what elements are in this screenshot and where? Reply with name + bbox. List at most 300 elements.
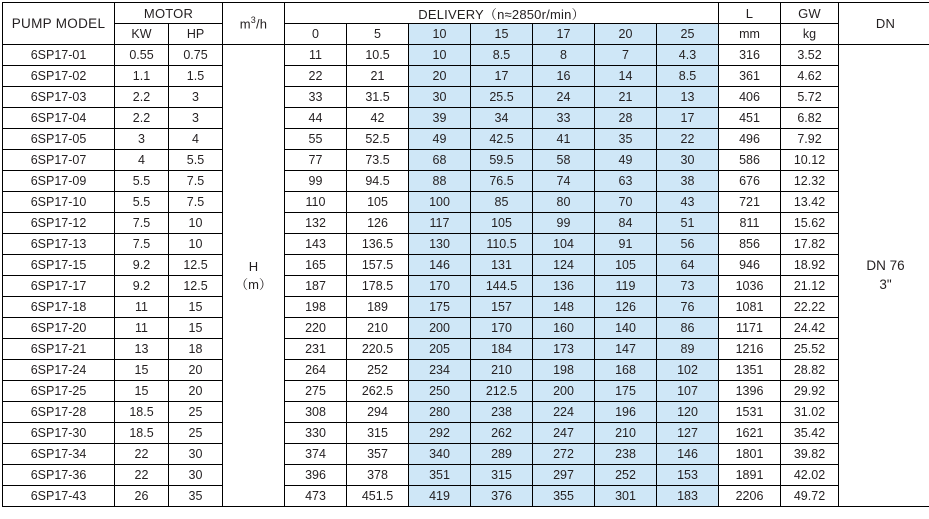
delivery-cell-17: 136 bbox=[533, 276, 595, 297]
delivery-cell-5: 157.5 bbox=[347, 255, 409, 276]
gross-weight-cell: 10.12 bbox=[781, 150, 839, 171]
delivery-cell-5: 126 bbox=[347, 213, 409, 234]
gross-weight-cell: 42.02 bbox=[781, 465, 839, 486]
gross-weight-cell: 13.42 bbox=[781, 192, 839, 213]
header-row-1 bbox=[3, 3, 929, 24]
delivery-cell-25: 153 bbox=[657, 465, 719, 486]
header-delivery-25: 25 bbox=[657, 24, 719, 45]
delivery-cell-20: 126 bbox=[595, 297, 657, 318]
delivery-cell-15: 157 bbox=[471, 297, 533, 318]
delivery-cell-17: 224 bbox=[533, 402, 595, 423]
table-row bbox=[3, 129, 929, 150]
pump-model-cell: 6SP17-36 bbox=[3, 465, 115, 486]
motor-kw-cell: 5.5 bbox=[115, 192, 169, 213]
length-cell: 1801 bbox=[719, 444, 781, 465]
header-hp: HP bbox=[169, 24, 223, 45]
delivery-cell-25: 86 bbox=[657, 318, 719, 339]
gross-weight-cell: 29.92 bbox=[781, 381, 839, 402]
pump-model-cell: 6SP17-02 bbox=[3, 66, 115, 87]
delivery-cell-25: 17 bbox=[657, 108, 719, 129]
gross-weight-cell: 15.62 bbox=[781, 213, 839, 234]
table-row bbox=[3, 423, 929, 444]
delivery-cell-17: 58 bbox=[533, 150, 595, 171]
motor-kw-cell: 11 bbox=[115, 297, 169, 318]
motor-kw-cell: 7.5 bbox=[115, 234, 169, 255]
length-cell: 1036 bbox=[719, 276, 781, 297]
pump-model-cell: 6SP17-03 bbox=[3, 87, 115, 108]
motor-hp-cell: 3 bbox=[169, 87, 223, 108]
pump-model-cell: 6SP17-01 bbox=[3, 45, 115, 66]
delivery-cell-10: 130 bbox=[409, 234, 471, 255]
length-cell: 316 bbox=[719, 45, 781, 66]
table-row bbox=[3, 192, 929, 213]
length-cell: 1171 bbox=[719, 318, 781, 339]
table-header bbox=[3, 3, 929, 45]
motor-kw-cell: 18.5 bbox=[115, 402, 169, 423]
gross-weight-cell: 3.52 bbox=[781, 45, 839, 66]
delivery-cell-5: 378 bbox=[347, 465, 409, 486]
delivery-cell-20: 119 bbox=[595, 276, 657, 297]
delivery-cell-20: 28 bbox=[595, 108, 657, 129]
pump-model-cell: 6SP17-09 bbox=[3, 171, 115, 192]
motor-kw-cell: 15 bbox=[115, 360, 169, 381]
delivery-cell-5: 210 bbox=[347, 318, 409, 339]
delivery-cell-10: 280 bbox=[409, 402, 471, 423]
motor-hp-cell: 5.5 bbox=[169, 150, 223, 171]
delivery-cell-25: 64 bbox=[657, 255, 719, 276]
table-row bbox=[3, 87, 929, 108]
pump-specification-table bbox=[2, 2, 929, 507]
table-row bbox=[3, 45, 929, 66]
delivery-cell-0: 220 bbox=[285, 318, 347, 339]
delivery-cell-20: 70 bbox=[595, 192, 657, 213]
gross-weight-cell: 31.02 bbox=[781, 402, 839, 423]
pump-model-cell: 6SP17-25 bbox=[3, 381, 115, 402]
pump-model-cell: 6SP17-04 bbox=[3, 108, 115, 129]
delivery-cell-0: 11 bbox=[285, 45, 347, 66]
motor-hp-cell: 12.5 bbox=[169, 276, 223, 297]
delivery-cell-0: 99 bbox=[285, 171, 347, 192]
delivery-cell-25: 4.3 bbox=[657, 45, 719, 66]
delivery-cell-20: 91 bbox=[595, 234, 657, 255]
pump-model-cell: 6SP17-05 bbox=[3, 129, 115, 150]
dn-inches: 3" bbox=[879, 276, 892, 292]
delivery-cell-5: 252 bbox=[347, 360, 409, 381]
motor-kw-cell: 7.5 bbox=[115, 213, 169, 234]
delivery-cell-25: 183 bbox=[657, 486, 719, 507]
table-row bbox=[3, 171, 929, 192]
delivery-cell-10: 351 bbox=[409, 465, 471, 486]
pump-model-cell: 6SP17-43 bbox=[3, 486, 115, 507]
delivery-cell-17: 355 bbox=[533, 486, 595, 507]
table-row bbox=[3, 108, 929, 129]
delivery-cell-17: 104 bbox=[533, 234, 595, 255]
gross-weight-cell: 28.82 bbox=[781, 360, 839, 381]
table-row bbox=[3, 213, 929, 234]
gross-weight-cell: 4.62 bbox=[781, 66, 839, 87]
gross-weight-cell: 49.72 bbox=[781, 486, 839, 507]
delivery-cell-5: 315 bbox=[347, 423, 409, 444]
delivery-cell-20: 105 bbox=[595, 255, 657, 276]
delivery-cell-15: 210 bbox=[471, 360, 533, 381]
motor-hp-cell: 15 bbox=[169, 318, 223, 339]
gross-weight-cell: 12.32 bbox=[781, 171, 839, 192]
delivery-cell-0: 110 bbox=[285, 192, 347, 213]
delivery-cell-20: 35 bbox=[595, 129, 657, 150]
delivery-cell-15: 76.5 bbox=[471, 171, 533, 192]
table-row bbox=[3, 297, 929, 318]
delivery-cell-0: 22 bbox=[285, 66, 347, 87]
delivery-cell-10: 205 bbox=[409, 339, 471, 360]
delivery-cell-15: 59.5 bbox=[471, 150, 533, 171]
length-cell: 811 bbox=[719, 213, 781, 234]
delivery-cell-15: 144.5 bbox=[471, 276, 533, 297]
delivery-cell-10: 200 bbox=[409, 318, 471, 339]
delivery-cell-10: 117 bbox=[409, 213, 471, 234]
delivery-cell-15: 85 bbox=[471, 192, 533, 213]
length-cell: 721 bbox=[719, 192, 781, 213]
table-row bbox=[3, 234, 929, 255]
delivery-cell-10: 39 bbox=[409, 108, 471, 129]
delivery-cell-20: 168 bbox=[595, 360, 657, 381]
delivery-cell-17: 200 bbox=[533, 381, 595, 402]
delivery-cell-15: 376 bbox=[471, 486, 533, 507]
delivery-cell-0: 33 bbox=[285, 87, 347, 108]
delivery-cell-5: 262.5 bbox=[347, 381, 409, 402]
delivery-cell-15: 238 bbox=[471, 402, 533, 423]
delivery-cell-25: 89 bbox=[657, 339, 719, 360]
length-cell: 1216 bbox=[719, 339, 781, 360]
header-delivery-0: 0 bbox=[285, 24, 347, 45]
delivery-cell-0: 264 bbox=[285, 360, 347, 381]
delivery-cell-15: 42.5 bbox=[471, 129, 533, 150]
delivery-cell-0: 77 bbox=[285, 150, 347, 171]
delivery-cell-0: 187 bbox=[285, 276, 347, 297]
motor-kw-cell: 0.55 bbox=[115, 45, 169, 66]
table-body bbox=[3, 45, 929, 507]
delivery-cell-25: 13 bbox=[657, 87, 719, 108]
pump-model-cell: 6SP17-28 bbox=[3, 402, 115, 423]
length-cell: 1351 bbox=[719, 360, 781, 381]
delivery-cell-5: 42 bbox=[347, 108, 409, 129]
length-cell: 406 bbox=[719, 87, 781, 108]
delivery-cell-5: 31.5 bbox=[347, 87, 409, 108]
gross-weight-cell: 21.12 bbox=[781, 276, 839, 297]
gross-weight-cell: 39.82 bbox=[781, 444, 839, 465]
motor-hp-cell: 7.5 bbox=[169, 192, 223, 213]
delivery-cell-10: 30 bbox=[409, 87, 471, 108]
header-kw: KW bbox=[115, 24, 169, 45]
motor-hp-cell: 25 bbox=[169, 402, 223, 423]
delivery-cell-5: 189 bbox=[347, 297, 409, 318]
delivery-cell-17: 160 bbox=[533, 318, 595, 339]
delivery-cell-25: 102 bbox=[657, 360, 719, 381]
delivery-cell-10: 340 bbox=[409, 444, 471, 465]
delivery-cell-10: 10 bbox=[409, 45, 471, 66]
delivery-cell-5: 10.5 bbox=[347, 45, 409, 66]
motor-hp-cell: 4 bbox=[169, 129, 223, 150]
delivery-cell-15: 289 bbox=[471, 444, 533, 465]
header-flow-unit: $m^3/h$ bbox=[223, 3, 285, 45]
delivery-cell-25: 22 bbox=[657, 129, 719, 150]
motor-hp-cell: 18 bbox=[169, 339, 223, 360]
header-gross-weight: GW bbox=[781, 3, 839, 24]
delivery-cell-15: 8.5 bbox=[471, 45, 533, 66]
motor-hp-cell: 30 bbox=[169, 465, 223, 486]
delivery-cell-17: 80 bbox=[533, 192, 595, 213]
motor-kw-cell: 3 bbox=[115, 129, 169, 150]
delivery-cell-0: 330 bbox=[285, 423, 347, 444]
motor-hp-cell: 20 bbox=[169, 381, 223, 402]
delivery-cell-10: 49 bbox=[409, 129, 471, 150]
gross-weight-cell: 17.82 bbox=[781, 234, 839, 255]
header-pump-model: PUMP MODEL bbox=[3, 3, 115, 45]
delivery-cell-5: 357 bbox=[347, 444, 409, 465]
motor-kw-cell: 2.2 bbox=[115, 108, 169, 129]
motor-kw-cell: 5.5 bbox=[115, 171, 169, 192]
delivery-cell-20: 175 bbox=[595, 381, 657, 402]
delivery-cell-20: 210 bbox=[595, 423, 657, 444]
delivery-cell-10: 100 bbox=[409, 192, 471, 213]
delivery-cell-0: 44 bbox=[285, 108, 347, 129]
delivery-cell-5: 21 bbox=[347, 66, 409, 87]
delivery-cell-10: 250 bbox=[409, 381, 471, 402]
header-delivery-15: 15 bbox=[471, 24, 533, 45]
motor-kw-cell: 22 bbox=[115, 465, 169, 486]
delivery-cell-5: 94.5 bbox=[347, 171, 409, 192]
delivery-cell-0: 275 bbox=[285, 381, 347, 402]
header-delivery-10: 10 bbox=[409, 24, 471, 45]
delivery-cell-0: 374 bbox=[285, 444, 347, 465]
motor-hp-cell: 10 bbox=[169, 213, 223, 234]
pump-model-cell: 6SP17-30 bbox=[3, 423, 115, 444]
pump-model-cell: 6SP17-15 bbox=[3, 255, 115, 276]
delivery-cell-0: 308 bbox=[285, 402, 347, 423]
motor-kw-cell: 13 bbox=[115, 339, 169, 360]
motor-hp-cell: 1.5 bbox=[169, 66, 223, 87]
pump-model-cell: 6SP17-20 bbox=[3, 318, 115, 339]
pump-model-cell: 6SP17-24 bbox=[3, 360, 115, 381]
pump-model-cell: 6SP17-21 bbox=[3, 339, 115, 360]
delivery-cell-5: 52.5 bbox=[347, 129, 409, 150]
delivery-cell-10: 68 bbox=[409, 150, 471, 171]
length-cell: 676 bbox=[719, 171, 781, 192]
delivery-cell-25: 43 bbox=[657, 192, 719, 213]
header-delivery-17: 17 bbox=[533, 24, 595, 45]
gross-weight-cell: 18.92 bbox=[781, 255, 839, 276]
delivery-cell-15: 110.5 bbox=[471, 234, 533, 255]
motor-kw-cell: 9.2 bbox=[115, 255, 169, 276]
delivery-cell-25: 107 bbox=[657, 381, 719, 402]
delivery-cell-17: 24 bbox=[533, 87, 595, 108]
pump-model-cell: 6SP17-17 bbox=[3, 276, 115, 297]
delivery-cell-25: 30 bbox=[657, 150, 719, 171]
delivery-cell-20: 21 bbox=[595, 87, 657, 108]
header-delivery: DELIVERY（n≈2850r/min） bbox=[285, 3, 719, 24]
dn-value-cell bbox=[839, 45, 929, 507]
delivery-cell-10: 170 bbox=[409, 276, 471, 297]
motor-kw-cell: 11 bbox=[115, 318, 169, 339]
delivery-cell-0: 165 bbox=[285, 255, 347, 276]
head-unit: （m） bbox=[235, 276, 272, 292]
table-row bbox=[3, 486, 929, 507]
length-cell: 1531 bbox=[719, 402, 781, 423]
table-row bbox=[3, 339, 929, 360]
delivery-cell-17: 99 bbox=[533, 213, 595, 234]
gross-weight-cell: 24.42 bbox=[781, 318, 839, 339]
motor-kw-cell: 18.5 bbox=[115, 423, 169, 444]
delivery-cell-10: 419 bbox=[409, 486, 471, 507]
delivery-cell-15: 262 bbox=[471, 423, 533, 444]
delivery-cell-17: 198 bbox=[533, 360, 595, 381]
length-cell: 1621 bbox=[719, 423, 781, 444]
table-row bbox=[3, 444, 929, 465]
motor-kw-cell: 26 bbox=[115, 486, 169, 507]
delivery-cell-17: 297 bbox=[533, 465, 595, 486]
pump-model-cell: 6SP17-13 bbox=[3, 234, 115, 255]
table-row bbox=[3, 150, 929, 171]
delivery-cell-15: 170 bbox=[471, 318, 533, 339]
table-row bbox=[3, 318, 929, 339]
delivery-cell-20: 147 bbox=[595, 339, 657, 360]
gross-weight-cell: 22.22 bbox=[781, 297, 839, 318]
gross-weight-cell: 6.82 bbox=[781, 108, 839, 129]
header-row-2 bbox=[3, 24, 929, 45]
gross-weight-cell: 35.42 bbox=[781, 423, 839, 444]
header-length: L bbox=[719, 3, 781, 24]
delivery-cell-20: 49 bbox=[595, 150, 657, 171]
delivery-cell-25: 51 bbox=[657, 213, 719, 234]
header-motor: MOTOR bbox=[115, 3, 223, 24]
motor-kw-cell: 15 bbox=[115, 381, 169, 402]
delivery-cell-10: 175 bbox=[409, 297, 471, 318]
length-cell: 361 bbox=[719, 66, 781, 87]
delivery-cell-5: 105 bbox=[347, 192, 409, 213]
motor-kw-cell: 4 bbox=[115, 150, 169, 171]
delivery-cell-25: 56 bbox=[657, 234, 719, 255]
table-row bbox=[3, 360, 929, 381]
header-delivery-5: 5 bbox=[347, 24, 409, 45]
delivery-cell-15: 34 bbox=[471, 108, 533, 129]
length-cell: 946 bbox=[719, 255, 781, 276]
header-gross-weight-unit: kg bbox=[781, 24, 839, 45]
head-symbol: H bbox=[248, 258, 259, 274]
delivery-cell-20: 238 bbox=[595, 444, 657, 465]
head-label-cell bbox=[223, 45, 285, 507]
gross-weight-cell: 25.52 bbox=[781, 339, 839, 360]
delivery-cell-15: 105 bbox=[471, 213, 533, 234]
delivery-cell-15: 25.5 bbox=[471, 87, 533, 108]
delivery-cell-15: 212.5 bbox=[471, 381, 533, 402]
delivery-cell-25: 73 bbox=[657, 276, 719, 297]
delivery-cell-25: 8.5 bbox=[657, 66, 719, 87]
delivery-cell-17: 148 bbox=[533, 297, 595, 318]
motor-hp-cell: 15 bbox=[169, 297, 223, 318]
motor-hp-cell: 30 bbox=[169, 444, 223, 465]
delivery-cell-0: 198 bbox=[285, 297, 347, 318]
delivery-cell-25: 120 bbox=[657, 402, 719, 423]
dn-nominal: DN 76 bbox=[866, 257, 905, 273]
gross-weight-cell: 5.72 bbox=[781, 87, 839, 108]
delivery-cell-17: 272 bbox=[533, 444, 595, 465]
delivery-cell-17: 16 bbox=[533, 66, 595, 87]
delivery-cell-20: 196 bbox=[595, 402, 657, 423]
table-row bbox=[3, 381, 929, 402]
delivery-cell-5: 73.5 bbox=[347, 150, 409, 171]
delivery-cell-25: 146 bbox=[657, 444, 719, 465]
delivery-cell-10: 234 bbox=[409, 360, 471, 381]
gross-weight-cell: 7.92 bbox=[781, 129, 839, 150]
table-row bbox=[3, 276, 929, 297]
delivery-cell-20: 301 bbox=[595, 486, 657, 507]
table-row bbox=[3, 402, 929, 423]
motor-hp-cell: 35 bbox=[169, 486, 223, 507]
delivery-cell-17: 247 bbox=[533, 423, 595, 444]
motor-kw-cell: 9.2 bbox=[115, 276, 169, 297]
delivery-cell-10: 88 bbox=[409, 171, 471, 192]
length-cell: 2206 bbox=[719, 486, 781, 507]
delivery-cell-10: 146 bbox=[409, 255, 471, 276]
delivery-cell-15: 315 bbox=[471, 465, 533, 486]
motor-hp-cell: 10 bbox=[169, 234, 223, 255]
length-cell: 451 bbox=[719, 108, 781, 129]
delivery-cell-10: 20 bbox=[409, 66, 471, 87]
delivery-cell-5: 220.5 bbox=[347, 339, 409, 360]
motor-hp-cell: 25 bbox=[169, 423, 223, 444]
table-row bbox=[3, 255, 929, 276]
delivery-cell-17: 41 bbox=[533, 129, 595, 150]
delivery-cell-20: 140 bbox=[595, 318, 657, 339]
delivery-cell-17: 173 bbox=[533, 339, 595, 360]
motor-hp-cell: 12.5 bbox=[169, 255, 223, 276]
pump-model-cell: 6SP17-10 bbox=[3, 192, 115, 213]
delivery-cell-20: 252 bbox=[595, 465, 657, 486]
length-cell: 496 bbox=[719, 129, 781, 150]
delivery-cell-17: 74 bbox=[533, 171, 595, 192]
delivery-cell-0: 143 bbox=[285, 234, 347, 255]
length-cell: 856 bbox=[719, 234, 781, 255]
delivery-cell-20: 14 bbox=[595, 66, 657, 87]
delivery-cell-0: 55 bbox=[285, 129, 347, 150]
delivery-cell-20: 63 bbox=[595, 171, 657, 192]
delivery-cell-17: 8 bbox=[533, 45, 595, 66]
length-cell: 586 bbox=[719, 150, 781, 171]
delivery-cell-17: 124 bbox=[533, 255, 595, 276]
length-cell: 1891 bbox=[719, 465, 781, 486]
pump-model-cell: 6SP17-34 bbox=[3, 444, 115, 465]
delivery-cell-5: 451.5 bbox=[347, 486, 409, 507]
delivery-cell-15: 131 bbox=[471, 255, 533, 276]
delivery-cell-10: 292 bbox=[409, 423, 471, 444]
delivery-cell-0: 396 bbox=[285, 465, 347, 486]
motor-kw-cell: 22 bbox=[115, 444, 169, 465]
motor-hp-cell: 20 bbox=[169, 360, 223, 381]
delivery-cell-15: 17 bbox=[471, 66, 533, 87]
delivery-cell-5: 294 bbox=[347, 402, 409, 423]
header-dn: DN bbox=[839, 3, 929, 45]
delivery-cell-17: 33 bbox=[533, 108, 595, 129]
delivery-cell-20: 84 bbox=[595, 213, 657, 234]
table-row bbox=[3, 66, 929, 87]
delivery-cell-0: 231 bbox=[285, 339, 347, 360]
delivery-cell-25: 38 bbox=[657, 171, 719, 192]
delivery-cell-0: 473 bbox=[285, 486, 347, 507]
length-cell: 1081 bbox=[719, 297, 781, 318]
header-delivery-20: 20 bbox=[595, 24, 657, 45]
header-length-unit: mm bbox=[719, 24, 781, 45]
pump-model-cell: 6SP17-12 bbox=[3, 213, 115, 234]
motor-hp-cell: 3 bbox=[169, 108, 223, 129]
